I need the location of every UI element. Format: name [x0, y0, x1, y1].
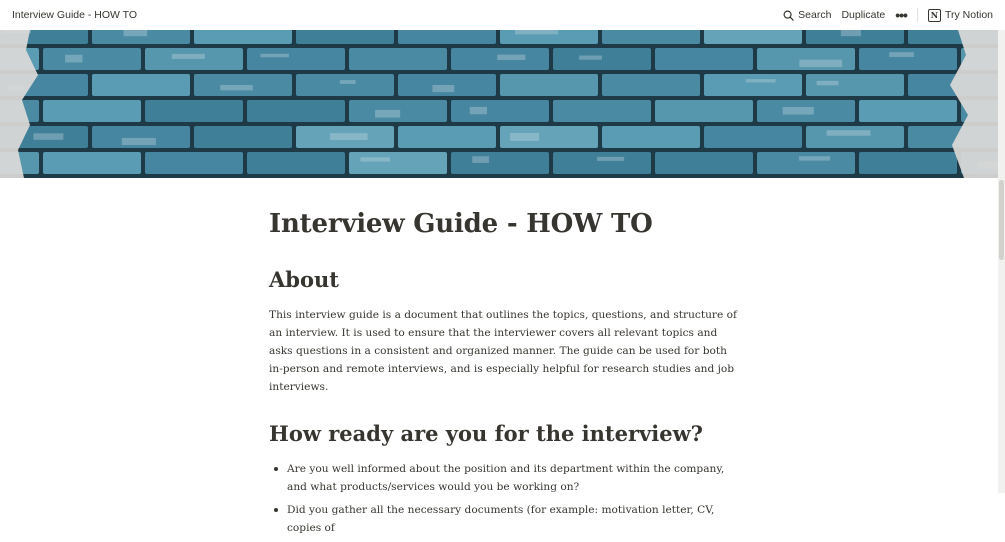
brick-texture — [432, 85, 454, 92]
search-label: Search — [798, 9, 832, 21]
brick-texture — [360, 157, 390, 161]
brick-texture — [579, 56, 602, 60]
brick — [859, 100, 957, 122]
brick — [602, 30, 700, 44]
brick-wall-cover — [0, 30, 998, 178]
brick — [145, 100, 243, 122]
brick — [859, 48, 957, 70]
top-bar — [0, 0, 1005, 30]
brick — [349, 152, 447, 174]
brick — [500, 74, 598, 96]
page-title: Interview Guide - HOW TO — [269, 209, 653, 239]
brick-texture — [375, 110, 400, 118]
heading-readiness: How ready are you for the interview? — [269, 421, 703, 446]
brick-texture — [515, 30, 558, 34]
brick — [296, 30, 394, 44]
brick — [602, 74, 700, 96]
brick — [247, 48, 345, 70]
brick-texture — [497, 55, 525, 60]
notion-logo-icon: N — [928, 9, 941, 22]
list-item-text: Did you gather all the necessary documents (for example: motivation letter, CV, copies of — [287, 504, 715, 534]
brick — [859, 152, 957, 174]
brick — [655, 152, 753, 174]
brick — [43, 152, 141, 174]
brick — [247, 152, 345, 174]
brick-texture — [33, 133, 63, 140]
brick-texture — [172, 54, 205, 59]
brick — [194, 30, 292, 44]
search-icon — [783, 10, 794, 21]
brick-texture — [330, 133, 368, 140]
brick-texture — [817, 81, 839, 85]
bullet-icon — [274, 467, 278, 471]
brick — [553, 152, 651, 174]
readiness-list — [269, 460, 739, 537]
more-options-button[interactable] — [895, 8, 907, 22]
list-item-text: Are you well informed about the position and its department within the company, and what products/services would you be working on? — [287, 463, 725, 493]
brick — [145, 48, 243, 70]
brick-texture — [122, 138, 156, 145]
cover-image — [0, 30, 998, 178]
breadcrumb-page-title[interactable]: Interview Guide - HOW TO — [12, 9, 138, 21]
try-notion-button[interactable] — [928, 9, 993, 22]
brick — [349, 48, 447, 70]
brick — [602, 126, 700, 148]
brick — [704, 30, 802, 44]
brick-texture — [597, 157, 624, 161]
try-notion-label: Try Notion — [944, 9, 993, 21]
page-content — [269, 178, 739, 542]
brick-texture — [841, 30, 861, 36]
brick — [806, 126, 904, 148]
heading-about: About — [269, 267, 339, 292]
brick — [655, 48, 753, 70]
brick-texture — [220, 85, 253, 90]
brick-texture — [783, 107, 814, 115]
brick-texture — [260, 54, 289, 57]
brick-texture — [510, 133, 539, 141]
brick-texture — [340, 80, 356, 84]
scrollbar-thumb[interactable] — [999, 180, 1004, 260]
brick-texture — [827, 130, 871, 136]
list-item — [269, 501, 739, 537]
brick — [43, 48, 141, 70]
brick — [451, 152, 549, 174]
search-button[interactable] — [783, 9, 831, 21]
brick — [655, 100, 753, 122]
brick — [145, 152, 243, 174]
bullet-icon — [274, 508, 278, 512]
brick — [92, 74, 190, 96]
duplicate-button[interactable] — [841, 9, 885, 21]
brick-texture — [889, 52, 914, 57]
brick-texture — [799, 60, 842, 67]
brick — [296, 74, 394, 96]
brick-texture — [65, 55, 82, 63]
brick-texture — [799, 156, 830, 160]
topbar-divider — [917, 8, 918, 22]
about-paragraph: This interview guide is a document that outlines the topics, questions, and structure of an interview. It is used to ensure that the interviewer covers all relevant topics and asks questions in a consistent and organized manner. The guide can be used for both in-person and remote interviews, and is especially helpful for research studies and job interviews. — [269, 309, 737, 393]
brick — [553, 48, 651, 70]
brick — [247, 100, 345, 122]
brick — [757, 152, 855, 174]
scrollbar[interactable] — [998, 30, 1005, 493]
brick-texture — [470, 107, 487, 114]
brick-texture — [472, 156, 489, 163]
duplicate-label: Duplicate — [841, 9, 886, 21]
breadcrumb — [12, 9, 137, 21]
brick — [194, 126, 292, 148]
more-icon: ••• — [895, 7, 907, 23]
brick — [398, 30, 496, 44]
brick — [451, 100, 549, 122]
brick-texture — [746, 79, 776, 82]
brick — [398, 126, 496, 148]
list-item — [269, 460, 739, 496]
brick — [704, 126, 802, 148]
brick — [43, 100, 141, 122]
brick-texture — [124, 30, 148, 36]
brick — [704, 74, 802, 96]
brick — [553, 100, 651, 122]
top-bar-actions — [783, 8, 993, 22]
